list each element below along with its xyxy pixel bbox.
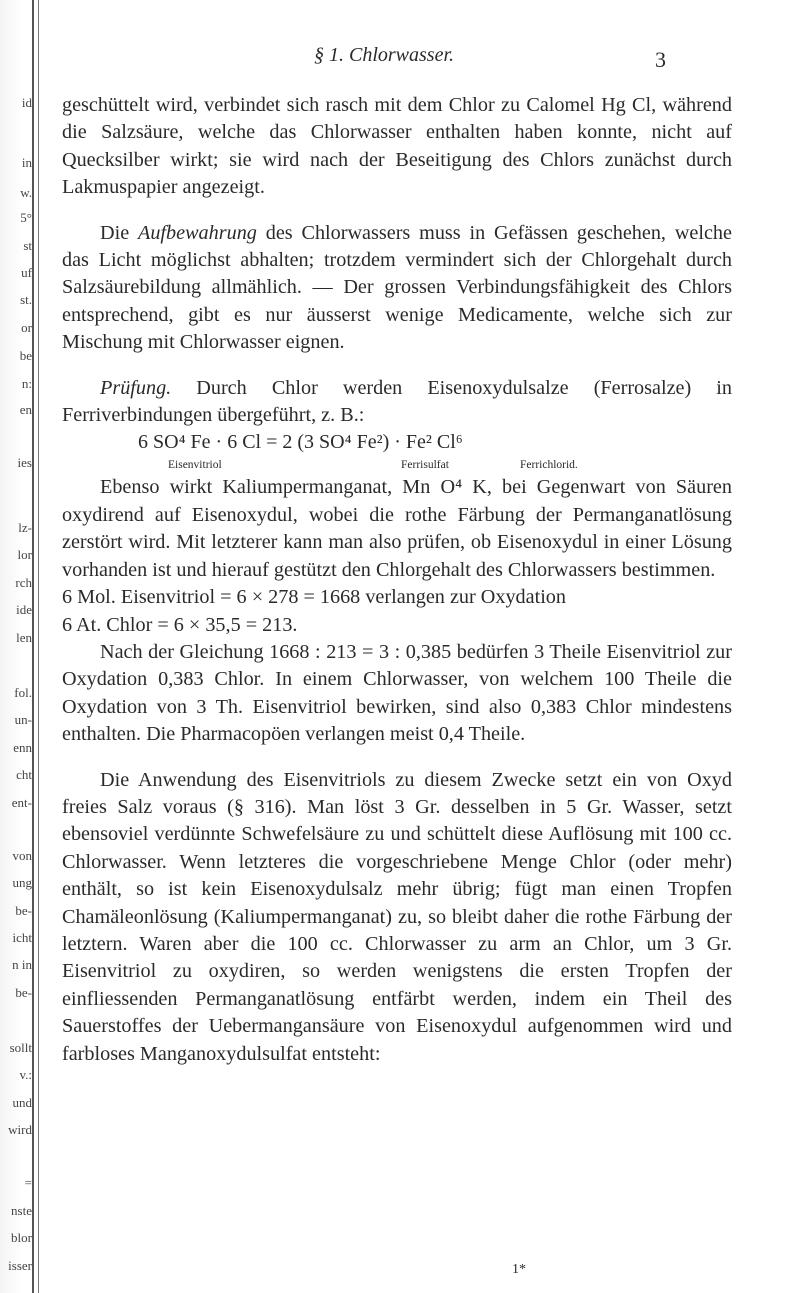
spine-fragment: enn [13,740,32,755]
spine-fragment: n in [12,957,32,972]
chemical-equation: 6 SO⁴ Fe · 6 Cl = 2 (3 SO⁴ Fe²) · Fe² Cl⁶ [138,431,463,454]
spine-rule [32,0,34,1293]
paragraph-3-text: Durch Chlor werden Eisenoxydulsalze (Ferrosalze) in Ferriverbindungen übergeführt, z. B.: [62,376,732,427]
caption-ferrisulfat: Ferrisulfat [401,459,449,472]
paragraph-3 [62,375,732,430]
spine-fragment: von [12,848,32,863]
spine-fragment: und [12,1095,32,1110]
spine-fragment: ies [17,455,32,470]
calculation-line-1: 6 Mol. Eisenvitriol = 6 × 278 = 1668 verlangen zur Oxydation [62,586,566,609]
spine-fragment: in [21,155,32,170]
spine-fragment: fol. [14,685,32,700]
spine-fragment: st. [20,292,32,307]
spine-fragment: ide [16,602,32,617]
spine-fragment: nste [11,1203,32,1218]
spine-fragment: uf [21,265,32,280]
paragraph-2-lead: Die [100,221,138,244]
spine-fragment: sollt [9,1040,32,1055]
running-head [0,44,800,72]
equation-captions [62,456,732,474]
spine-fragment: st [23,238,32,253]
paragraph-gap [62,202,732,220]
spine-fragment: n: [21,376,32,391]
spine-fragment: ung [12,875,32,890]
spine-fragment: lor [17,547,32,562]
paragraph-4: Ebenso wirkt Kaliumpermanganat, Mn O⁴ K, bei Gegenwart von Säuren oxydirend auf Eisenoxydul, wobei die rothe Färbung der Permanganatlösung zerstört wird. Mit letzterer kann man also prüfen, ob Eisenoxydul in einer Lösung vorhanden ist und hierauf gestützt den Chlorgehalt des Chlorwassers bestimmen. [62,476,732,581]
spine-fragment: isser [8,1258,32,1273]
spine-fragment: cht [16,767,32,782]
page-number: 3 [655,47,666,72]
paragraph-gap [62,749,732,767]
spine-fragment: lz- [18,520,32,535]
paragraph-2 [62,220,732,357]
spine-fragment: = [24,1175,32,1190]
spine-fragment: be [19,348,32,363]
spine-fragment: icht [12,930,32,945]
calculation-line-2: 6 At. Chlor = 6 × 35,5 = 213. [62,613,298,636]
spine-fragment: id [21,95,32,110]
paragraph-1: geschüttelt wird, verbindet sich rasch mit dem Chlor zu Calomel Hg Cl, während die Salzsäure, welche das Chlorwasser enthalten haben konnte, nicht auf Quecksilber wirkt; sie wird nach der Beseitigung des Chlors zunächst durch Lakmuspapier angezeigt. [62,94,732,199]
term-pruefung: Prüfung. [100,376,172,399]
spine-fragment: len [16,630,32,645]
spine-fragment: be- [15,903,32,918]
paragraph-2-text: des Chlorwassers muss in Gefässen geschehen, welche das Licht möglichst abhalten; trotzdem vermindert sich der Chlorgehalt durch Salzsäurebildung allmählich. — Der grossen Verbindungsfähigkeit des Chlors entsprechend, gibt es nur äusserst wenige Medicamente, welche sich zur Mischung mit Chlorwasser eignen. [62,221,732,354]
spine-fragment: wird [8,1122,32,1137]
caption-eisenvitriol: Eisenvitriol [168,459,222,472]
spine-fragment: 5° [20,210,32,225]
signature-mark: 1* [512,1262,526,1277]
spine-fragment: be- [15,985,32,1000]
paragraph-5: Nach der Gleichung 1668 : 213 = 3 : 0,385 bedürfen 3 Theile Eisenvitriol zur Oxydation 0,383 Chlor. In einem Chlorwasser, von welchem 100 Theile die Oxydation von 3 Th. Eisenvitriol bewirken, sind also 0,383 Chlor mindestens enthalten. Die Pharmacopöen verlangen meist 0,4 Theile. [62,640,732,746]
spine-fragment: blor [11,1230,32,1245]
term-aufbewahrung: Aufbewahrung [138,221,257,244]
paragraph-gap [62,357,732,375]
paragraph-6: Die Anwendung des Eisenvitriols zu diesem Zwecke setzt ein von Oxyd freies Salz voraus (§ 316). Man löst 3 Gr. desselben in 5 Gr. Wasser, setzt ebensoviel verdünnte Schwefelsäure zu und schüttelt diese Auflösung mit 100 cc. Chlorwasser. Wenn letzteres die vorgeschriebene Menge Chlor (oder mehr) enthält, so ist kein Eisenoxydulsalz mehr übrig; fügt man einen Tropfen Chamäleonlösung (Kaliumpermanganat) zu, so bleibt daher die rothe Färbung der letztern. Waren aber die 100 cc. Chlorwasser zu arm an Chlor, um 3 Gr. Eisenvitriol zu oxydiren, so werden wenigstens die ersten Tropfen der einfliessenden Permanganatlösung entfärbt werden, indem ein Theil des Sauerstoffes der Uebermangansäure von Eisenoxydul aufgenommen wird und farbloses Manganoxydulsulfat entsteht: [62,768,732,1065]
caption-ferrichlorid: Ferrichlorid. [520,459,578,472]
spine-fragment: or [21,320,32,335]
running-head-title: § 1. Chlorwasser. [314,44,455,66]
spine-fragment: un- [14,712,32,727]
spine-fragment: rch [15,575,32,590]
spine-fragment: en [19,402,32,417]
spine-fragment: v.: [19,1067,32,1082]
body-text [62,92,732,1068]
spine-fragment: w. [20,185,32,200]
spine-fragment: ent- [11,795,32,810]
book-spine-margin [0,0,39,1293]
